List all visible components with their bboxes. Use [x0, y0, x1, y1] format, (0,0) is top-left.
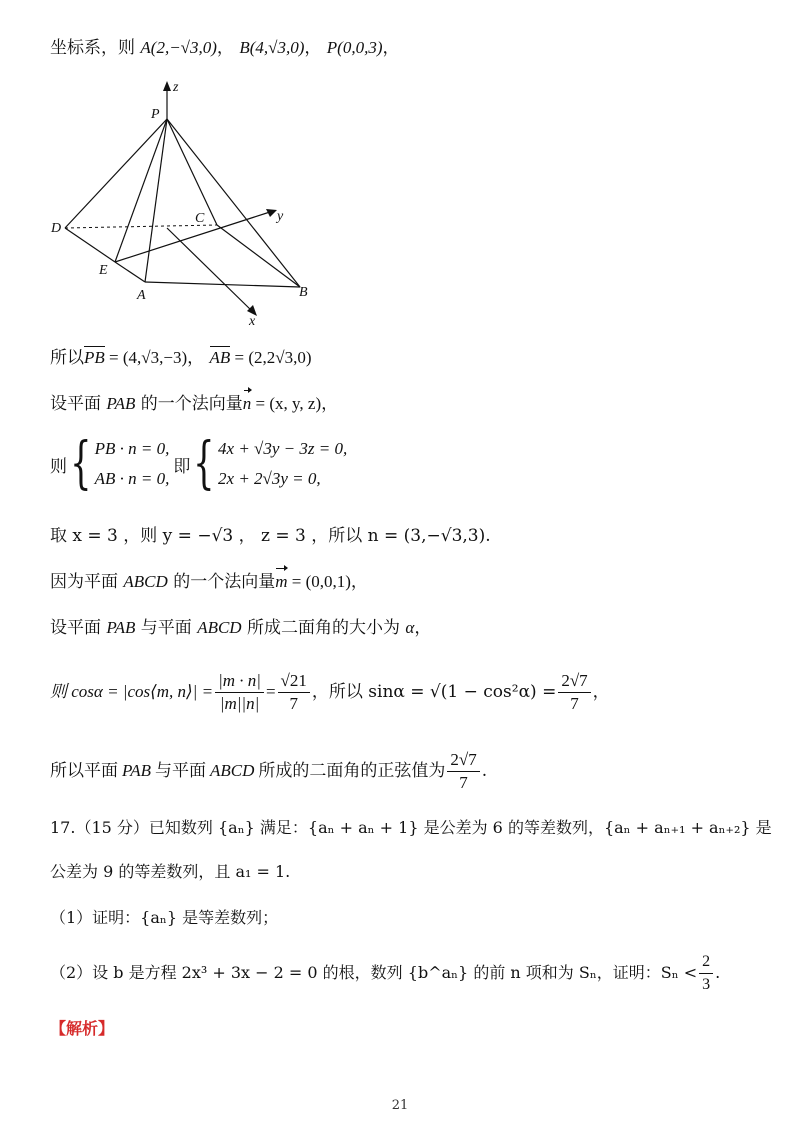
label-P: P	[151, 107, 160, 122]
edge-EA	[115, 262, 145, 282]
problem17-line2: 公差为 9 的等差数列，且 a₁ = 1.	[50, 862, 291, 881]
point-B: B(4,√3,0)	[239, 38, 305, 57]
label-x: x	[249, 314, 256, 329]
label-B: B	[299, 285, 308, 300]
problem17-part2: （2）设 b 是方程 2x³ + 3x − 2 = 0 的根，数列 {b^aₙ} 的前 n 项和为 Sₙ，证明：Sₙ < $\frac{2}{3}$ .	[50, 952, 721, 993]
analysis-heading: 【解析】	[50, 1019, 115, 1038]
edge-PE	[115, 119, 167, 262]
edge-PB	[167, 119, 300, 287]
normal-vector-line: 设平面 PAB 的一个法向量n = (x, y, z)，	[50, 394, 339, 414]
cos-line: 则 cosα = |cos⟨m, n⟩| = $\frac{|m \cdot n|}{|m||n|}$ = $\frac{√21}{7}$ ，所以 sinα = √(1 − cos²α) = $\frac{2√7}{7}$ ，	[50, 670, 610, 713]
sine-result-line: 所以平面 PAB 与平面 ABCD 所成的二面角的正弦值为 $\frac{2√7}{7}$ .	[50, 749, 488, 792]
point-A: A(2,−√3,0)	[140, 38, 217, 57]
label-C: C	[195, 211, 205, 226]
point-P: P(0,0,3)	[326, 38, 383, 57]
label-z: z	[173, 80, 179, 95]
coordinates-line: 坐标系，则 A(2,−√3,0)， B(4,√3,0)， P(0,0,3)，	[50, 38, 400, 58]
edge-PD	[65, 119, 167, 228]
equation-system: 则 { PB · n = 0, AB · n = 0, 即 { 4x + √3y − 3z = 0, 2x + 2√3y = 0,	[50, 431, 348, 496]
normal-m-line: 因为平面 ABCD 的一个法向量m = (0,0,1)，	[50, 572, 368, 592]
take-x-line: 取 x = 3 ，则 y = −√3 ， z = 3 ，所以 n = (3,−√3,3).	[50, 526, 491, 546]
label-E: E	[99, 263, 108, 278]
vectors-line: 所以PB = (4,√3,−3)， AB = (2,2√3,0)	[50, 348, 312, 368]
problem17-line1: 17.（15 分）已知数列 {aₙ} 满足：{aₙ + aₙ + 1} 是公差为 6 的等差数列，{aₙ + aₙ₊₁ + aₙ₊₂} 是	[50, 818, 772, 837]
alpha-line: 设平面 PAB 与平面 ABCD 所成二面角的大小为 α，	[50, 618, 432, 638]
label-A: A	[137, 288, 146, 303]
page-number: 21	[391, 1098, 409, 1113]
edge-DE	[65, 228, 115, 262]
edge-PA	[145, 119, 167, 282]
label-y: y	[277, 209, 284, 224]
pyramid-figure	[45, 75, 375, 335]
label-D: D	[51, 221, 62, 236]
z-arrow	[163, 81, 171, 91]
x-axis	[167, 228, 253, 312]
problem17-part1: （1）证明：{aₙ} 是等差数列；	[50, 908, 279, 927]
